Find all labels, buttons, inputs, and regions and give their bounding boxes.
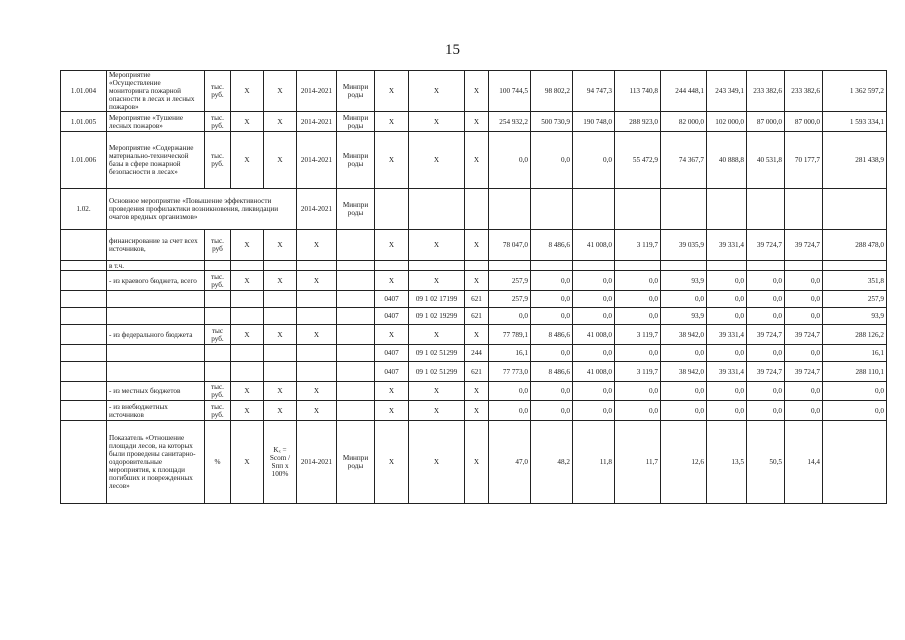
row-period: Х: [297, 271, 337, 291]
row-col10: 621: [465, 362, 489, 382]
row-col5: Х: [264, 71, 297, 112]
value-cell: 0,0: [615, 401, 661, 421]
row-col4: Х: [231, 401, 264, 421]
row-col10: Х: [465, 71, 489, 112]
table-row: [61, 382, 887, 401]
row-col4: Х: [231, 325, 264, 345]
row-col8: 0407: [375, 362, 409, 382]
value-cell: 0,0: [531, 291, 573, 308]
value-cell: 0,0: [785, 308, 823, 325]
value-cell: 11,7: [615, 421, 661, 504]
row-unit: тыс. руб.: [205, 132, 231, 189]
row-col8: 0407: [375, 308, 409, 325]
value-cell: 39 035,9: [661, 230, 707, 261]
row-col4: Х: [231, 421, 264, 504]
value-cell: 0,0: [489, 132, 531, 189]
row-col4: Х: [231, 271, 264, 291]
table-row: [61, 230, 887, 261]
row-executor: Минпри роды: [337, 189, 375, 230]
value-cell: 41 008,0: [573, 230, 615, 261]
value-cell: 0,0: [707, 401, 747, 421]
value-cell: 0,0: [615, 345, 661, 362]
value-cell: 14,4: [785, 421, 823, 504]
value-cell: 254 932,2: [489, 112, 531, 132]
value-cell: 93,9: [823, 308, 887, 325]
value-cell: 39 724,7: [785, 230, 823, 261]
row-col10: Х: [465, 132, 489, 189]
value-cell: 100 744,5: [489, 71, 531, 112]
value-cell: 93,9: [661, 308, 707, 325]
value-cell: 3 119,7: [615, 230, 661, 261]
value-cell: 0,0: [573, 291, 615, 308]
value-cell: 0,0: [573, 382, 615, 401]
value-cell: 8 486,6: [531, 362, 573, 382]
value-cell: 39 331,4: [707, 325, 747, 345]
row-col8: Х: [375, 271, 409, 291]
row-col9: Х: [409, 112, 465, 132]
row-col5: Х: [264, 112, 297, 132]
row-unit: тыс руб.: [205, 325, 231, 345]
row-col8: Х: [375, 401, 409, 421]
row-col5: Х: [264, 382, 297, 401]
value-cell: 0,0: [531, 401, 573, 421]
row-code: 1.01.006: [61, 132, 107, 189]
value-cell: 55 472,9: [615, 132, 661, 189]
row-period: 2014-2021: [297, 71, 337, 112]
value-cell: 39 724,7: [785, 325, 823, 345]
value-cell: 102 000,0: [707, 112, 747, 132]
value-cell: 288 126,2: [823, 325, 887, 345]
value-cell: 38 942,0: [661, 362, 707, 382]
row-col9: Х: [409, 271, 465, 291]
value-cell: 257,9: [489, 271, 531, 291]
value-cell: 0,0: [747, 345, 785, 362]
table-row: [61, 325, 887, 345]
row-col9: Х: [409, 421, 465, 504]
row-col8: Х: [375, 71, 409, 112]
value-cell: 0,0: [615, 382, 661, 401]
row-col9: 09 1 02 17199: [409, 291, 465, 308]
value-cell: 38 942,0: [661, 325, 707, 345]
row-period: Х: [297, 230, 337, 261]
value-cell: 257,9: [489, 291, 531, 308]
value-cell: 0,0: [531, 382, 573, 401]
value-cell: 77 773,0: [489, 362, 531, 382]
value-cell: 74 367,7: [661, 132, 707, 189]
row-code: 1.01.004: [61, 71, 107, 112]
value-cell: 50,5: [747, 421, 785, 504]
row-name: в т.ч.: [107, 261, 205, 271]
row-executor: Минпри роды: [337, 132, 375, 189]
row-period: Х: [297, 325, 337, 345]
value-cell: 1 362 597,2: [823, 71, 887, 112]
row-unit: %: [205, 421, 231, 504]
value-cell: 0,0: [531, 132, 573, 189]
row-col9: 09 1 02 51299: [409, 362, 465, 382]
value-cell: 98 802,2: [531, 71, 573, 112]
value-cell: 243 349,1: [707, 71, 747, 112]
value-cell: 3 119,7: [615, 362, 661, 382]
value-cell: 0,0: [573, 401, 615, 421]
value-cell: 0,0: [573, 271, 615, 291]
value-cell: 233 382,6: [785, 71, 823, 112]
row-name: - из краевого бюджета, всего: [107, 271, 205, 291]
value-cell: 8 486,6: [531, 325, 573, 345]
value-cell: 0,0: [661, 345, 707, 362]
value-cell: 288 923,0: [615, 112, 661, 132]
row-col9: 09 1 02 51299: [409, 345, 465, 362]
value-cell: 1 593 334,1: [823, 112, 887, 132]
table-row: [61, 132, 887, 189]
value-cell: 0,0: [823, 382, 887, 401]
value-cell: 500 730,9: [531, 112, 573, 132]
row-col4: Х: [231, 132, 264, 189]
value-cell: 39 331,4: [707, 362, 747, 382]
value-cell: 0,0: [785, 401, 823, 421]
value-cell: 0,0: [707, 308, 747, 325]
row-period: 2014-2021: [297, 421, 337, 504]
indicator-formula: Kₓ = Sсоm / Sпп x 100%: [264, 421, 297, 504]
table-row: [61, 362, 887, 382]
value-cell: 0,0: [747, 401, 785, 421]
row-executor: Минпри роды: [337, 71, 375, 112]
row-col5: Х: [264, 325, 297, 345]
table-row: [61, 189, 887, 230]
row-col4: Х: [231, 71, 264, 112]
table-row: [61, 271, 887, 291]
value-cell: 351,8: [823, 271, 887, 291]
value-cell: 257,9: [823, 291, 887, 308]
row-period: Х: [297, 382, 337, 401]
row-code: 1.01.005: [61, 112, 107, 132]
row-col5: Х: [264, 401, 297, 421]
value-cell: 16,1: [489, 345, 531, 362]
table-row: [61, 401, 887, 421]
row-col9: 09 1 02 19299: [409, 308, 465, 325]
row-col10: Х: [465, 401, 489, 421]
value-cell: 47,0: [489, 421, 531, 504]
row-col4: Х: [231, 112, 264, 132]
table-row: [61, 291, 887, 308]
row-unit: тыс. руб.: [205, 71, 231, 112]
row-period: 2014-2021: [297, 189, 337, 230]
row-period: 2014-2021: [297, 132, 337, 189]
row-col10: Х: [465, 112, 489, 132]
row-col9: Х: [409, 71, 465, 112]
table-row: [61, 261, 887, 271]
row-name: финансирование за счет всех источников,: [107, 230, 205, 261]
row-col9: Х: [409, 132, 465, 189]
value-cell: 48,2: [531, 421, 573, 504]
value-cell: 0,0: [661, 382, 707, 401]
table-row: [61, 112, 887, 132]
value-cell: 39 724,7: [747, 230, 785, 261]
row-name: - из федерального бюджета: [107, 325, 205, 345]
row-col8: Х: [375, 132, 409, 189]
value-cell: 0,0: [747, 308, 785, 325]
row-col10: Х: [465, 325, 489, 345]
value-cell: 0,0: [785, 291, 823, 308]
row-col10: Х: [465, 271, 489, 291]
row-code: 1.02.: [61, 189, 107, 230]
row-col10: 621: [465, 308, 489, 325]
row-col9: Х: [409, 230, 465, 261]
row-unit: тыс. руб.: [205, 112, 231, 132]
table-row: [61, 345, 887, 362]
row-executor: Минпри роды: [337, 112, 375, 132]
value-cell: 0,0: [531, 345, 573, 362]
value-cell: 94 747,3: [573, 71, 615, 112]
value-cell: 244 448,1: [661, 71, 707, 112]
row-period: 2014-2021: [297, 112, 337, 132]
value-cell: 77 789,1: [489, 325, 531, 345]
row-name: Показатель «Отношение площади лесов, на которых были проведены санитарно-оздоровительные мероприятия, к площади погибших и поврежденных лесов»: [107, 421, 205, 504]
value-cell: 41 008,0: [573, 325, 615, 345]
row-col8: 0407: [375, 291, 409, 308]
row-unit: тыс. руб: [205, 230, 231, 261]
page-number: 15: [445, 42, 460, 58]
value-cell: 0,0: [615, 291, 661, 308]
row-unit: тыс. руб.: [205, 382, 231, 401]
row-unit: тыс. руб.: [205, 401, 231, 421]
value-cell: 13,5: [707, 421, 747, 504]
value-cell: [823, 421, 887, 504]
value-cell: 87 000,0: [785, 112, 823, 132]
value-cell: 0,0: [489, 382, 531, 401]
value-cell: 0,0: [707, 382, 747, 401]
value-cell: 39 331,4: [707, 230, 747, 261]
value-cell: 40 531,8: [747, 132, 785, 189]
value-cell: 39 724,7: [785, 362, 823, 382]
row-name: Основное мероприятие «Повышение эффективности проведения профилактики возникновения, ликвидации очагов вредных организмов»: [107, 189, 297, 230]
row-col10: Х: [465, 382, 489, 401]
row-col5: Х: [264, 271, 297, 291]
value-cell: 16,1: [823, 345, 887, 362]
row-col4: Х: [231, 382, 264, 401]
value-cell: 190 748,0: [573, 112, 615, 132]
row-col9: Х: [409, 325, 465, 345]
row-name: - из внебюджетных источников: [107, 401, 205, 421]
row-col8: Х: [375, 421, 409, 504]
value-cell: 93,9: [661, 271, 707, 291]
row-period: Х: [297, 401, 337, 421]
value-cell: 0,0: [661, 401, 707, 421]
row-col9: Х: [409, 401, 465, 421]
value-cell: 0,0: [531, 271, 573, 291]
row-name: Мероприятие «Содержание материально-технической базы в сфере пожарной безопасности в лесах»: [107, 132, 205, 189]
row-name: Мероприятие «Осуществление мониторинга пожарной опасности в лесах и лесных пожаров»: [107, 71, 205, 112]
value-cell: 3 119,7: [615, 325, 661, 345]
table-row: [61, 308, 887, 325]
value-cell: 0,0: [785, 271, 823, 291]
row-unit: тыс. руб.: [205, 271, 231, 291]
value-cell: 39 724,7: [747, 325, 785, 345]
row-col10: 244: [465, 345, 489, 362]
value-cell: 0,0: [573, 132, 615, 189]
value-cell: 233 382,6: [747, 71, 785, 112]
value-cell: 87 000,0: [747, 112, 785, 132]
value-cell: 78 047,0: [489, 230, 531, 261]
row-executor: Минпри роды: [337, 421, 375, 504]
row-name: Мероприятие «Тушение лесных пожаров»: [107, 112, 205, 132]
value-cell: 113 740,8: [615, 71, 661, 112]
value-cell: 41 008,0: [573, 362, 615, 382]
value-cell: 0,0: [707, 271, 747, 291]
value-cell: 82 000,0: [661, 112, 707, 132]
table-row: [61, 421, 887, 504]
row-col10: Х: [465, 421, 489, 504]
row-col8: Х: [375, 325, 409, 345]
value-cell: 40 888,8: [707, 132, 747, 189]
value-cell: 0,0: [707, 345, 747, 362]
table-row: [61, 71, 887, 112]
row-col8: Х: [375, 112, 409, 132]
value-cell: 0,0: [489, 401, 531, 421]
value-cell: 0,0: [573, 345, 615, 362]
value-cell: 70 177,7: [785, 132, 823, 189]
row-col9: Х: [409, 382, 465, 401]
value-cell: 12,6: [661, 421, 707, 504]
value-cell: 288 478,0: [823, 230, 887, 261]
value-cell: 0,0: [785, 345, 823, 362]
row-col10: 621: [465, 291, 489, 308]
row-col5: Х: [264, 230, 297, 261]
value-cell: 8 486,6: [531, 230, 573, 261]
value-cell: 0,0: [823, 401, 887, 421]
value-cell: 39 724,7: [747, 362, 785, 382]
value-cell: 0,0: [489, 308, 531, 325]
row-name: - из местных бюджетов: [107, 382, 205, 401]
value-cell: 0,0: [785, 382, 823, 401]
value-cell: 0,0: [747, 271, 785, 291]
value-cell: 0,0: [531, 308, 573, 325]
value-cell: 0,0: [573, 308, 615, 325]
row-col8: Х: [375, 230, 409, 261]
value-cell: 0,0: [661, 291, 707, 308]
value-cell: 0,0: [707, 291, 747, 308]
value-cell: 0,0: [747, 382, 785, 401]
value-cell: 11,8: [573, 421, 615, 504]
value-cell: 281 438,9: [823, 132, 887, 189]
value-cell: 0,0: [615, 308, 661, 325]
budget-table: [60, 70, 887, 504]
value-cell: 0,0: [615, 271, 661, 291]
row-col5: Х: [264, 132, 297, 189]
row-col8: 0407: [375, 345, 409, 362]
row-col4: Х: [231, 230, 264, 261]
row-col8: Х: [375, 382, 409, 401]
value-cell: 0,0: [747, 291, 785, 308]
row-col10: Х: [465, 230, 489, 261]
value-cell: 288 110,1: [823, 362, 887, 382]
